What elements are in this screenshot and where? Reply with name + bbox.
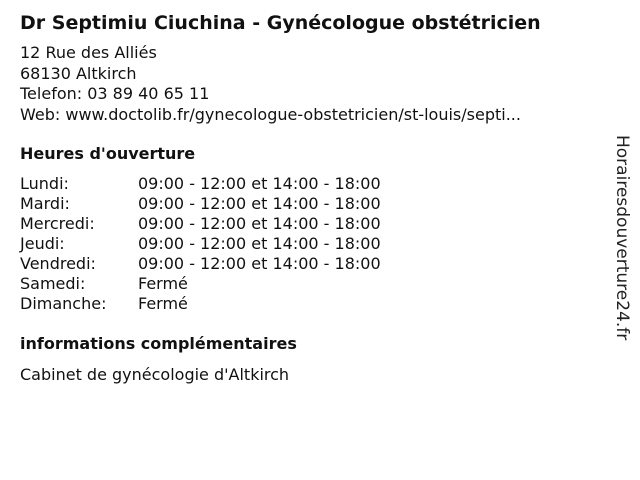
hours-value: 09:00 - 12:00 et 14:00 - 18:00 — [138, 194, 381, 213]
hours-value: Fermé — [138, 274, 188, 293]
day-label: Dimanche: — [20, 294, 107, 313]
address-block — [20, 43, 521, 125]
website-link[interactable]: Web: www.doctolib.fr/gynecologue-obstetricien/st-louis/septi... — [20, 104, 521, 124]
phone-number[interactable]: Telefon: 03 89 40 65 11 — [20, 84, 210, 103]
day-label: Samedi: — [20, 274, 86, 293]
hours-value: 09:00 - 12:00 et 14:00 - 18:00 — [138, 214, 381, 233]
hours-value: 09:00 - 12:00 et 14:00 - 18:00 — [138, 234, 381, 253]
hours-row-vendredi — [20, 254, 381, 274]
day-label: Vendredi: — [20, 254, 96, 273]
day-label: Jeudi: — [20, 234, 65, 253]
hours-row-jeudi — [20, 234, 381, 254]
day-label: Mardi: — [20, 194, 70, 213]
hours-value: Fermé — [138, 294, 188, 313]
vertical-brand-watermark — [611, 135, 633, 375]
day-label: Lundi: — [20, 174, 69, 193]
additional-info-heading: informations complémentaires — [20, 334, 297, 353]
hours-row-dimanche — [20, 294, 381, 314]
street-address: 12 Rue des Alliés — [20, 43, 157, 62]
hours-value: 09:00 - 12:00 et 14:00 - 18:00 — [138, 254, 381, 273]
hours-row-mercredi — [20, 214, 381, 234]
city-postcode: 68130 Altkirch — [20, 63, 137, 83]
hours-value: 09:00 - 12:00 et 14:00 - 18:00 — [138, 174, 381, 193]
day-label: Mercredi: — [20, 214, 95, 233]
additional-info-text: Cabinet de gynécologie d'Altkirch — [20, 365, 290, 384]
opening-hours-heading: Heures d'ouverture — [20, 144, 196, 163]
hours-row-lundi — [20, 174, 381, 194]
brand-text: Horairesdouverture24.fr — [612, 135, 632, 341]
page-title: Dr Septimiu Ciuchina - Gynécologue obstétricien — [20, 12, 541, 34]
hours-row-samedi — [20, 274, 381, 294]
opening-hours-table — [20, 174, 381, 314]
hours-row-mardi — [20, 194, 381, 214]
